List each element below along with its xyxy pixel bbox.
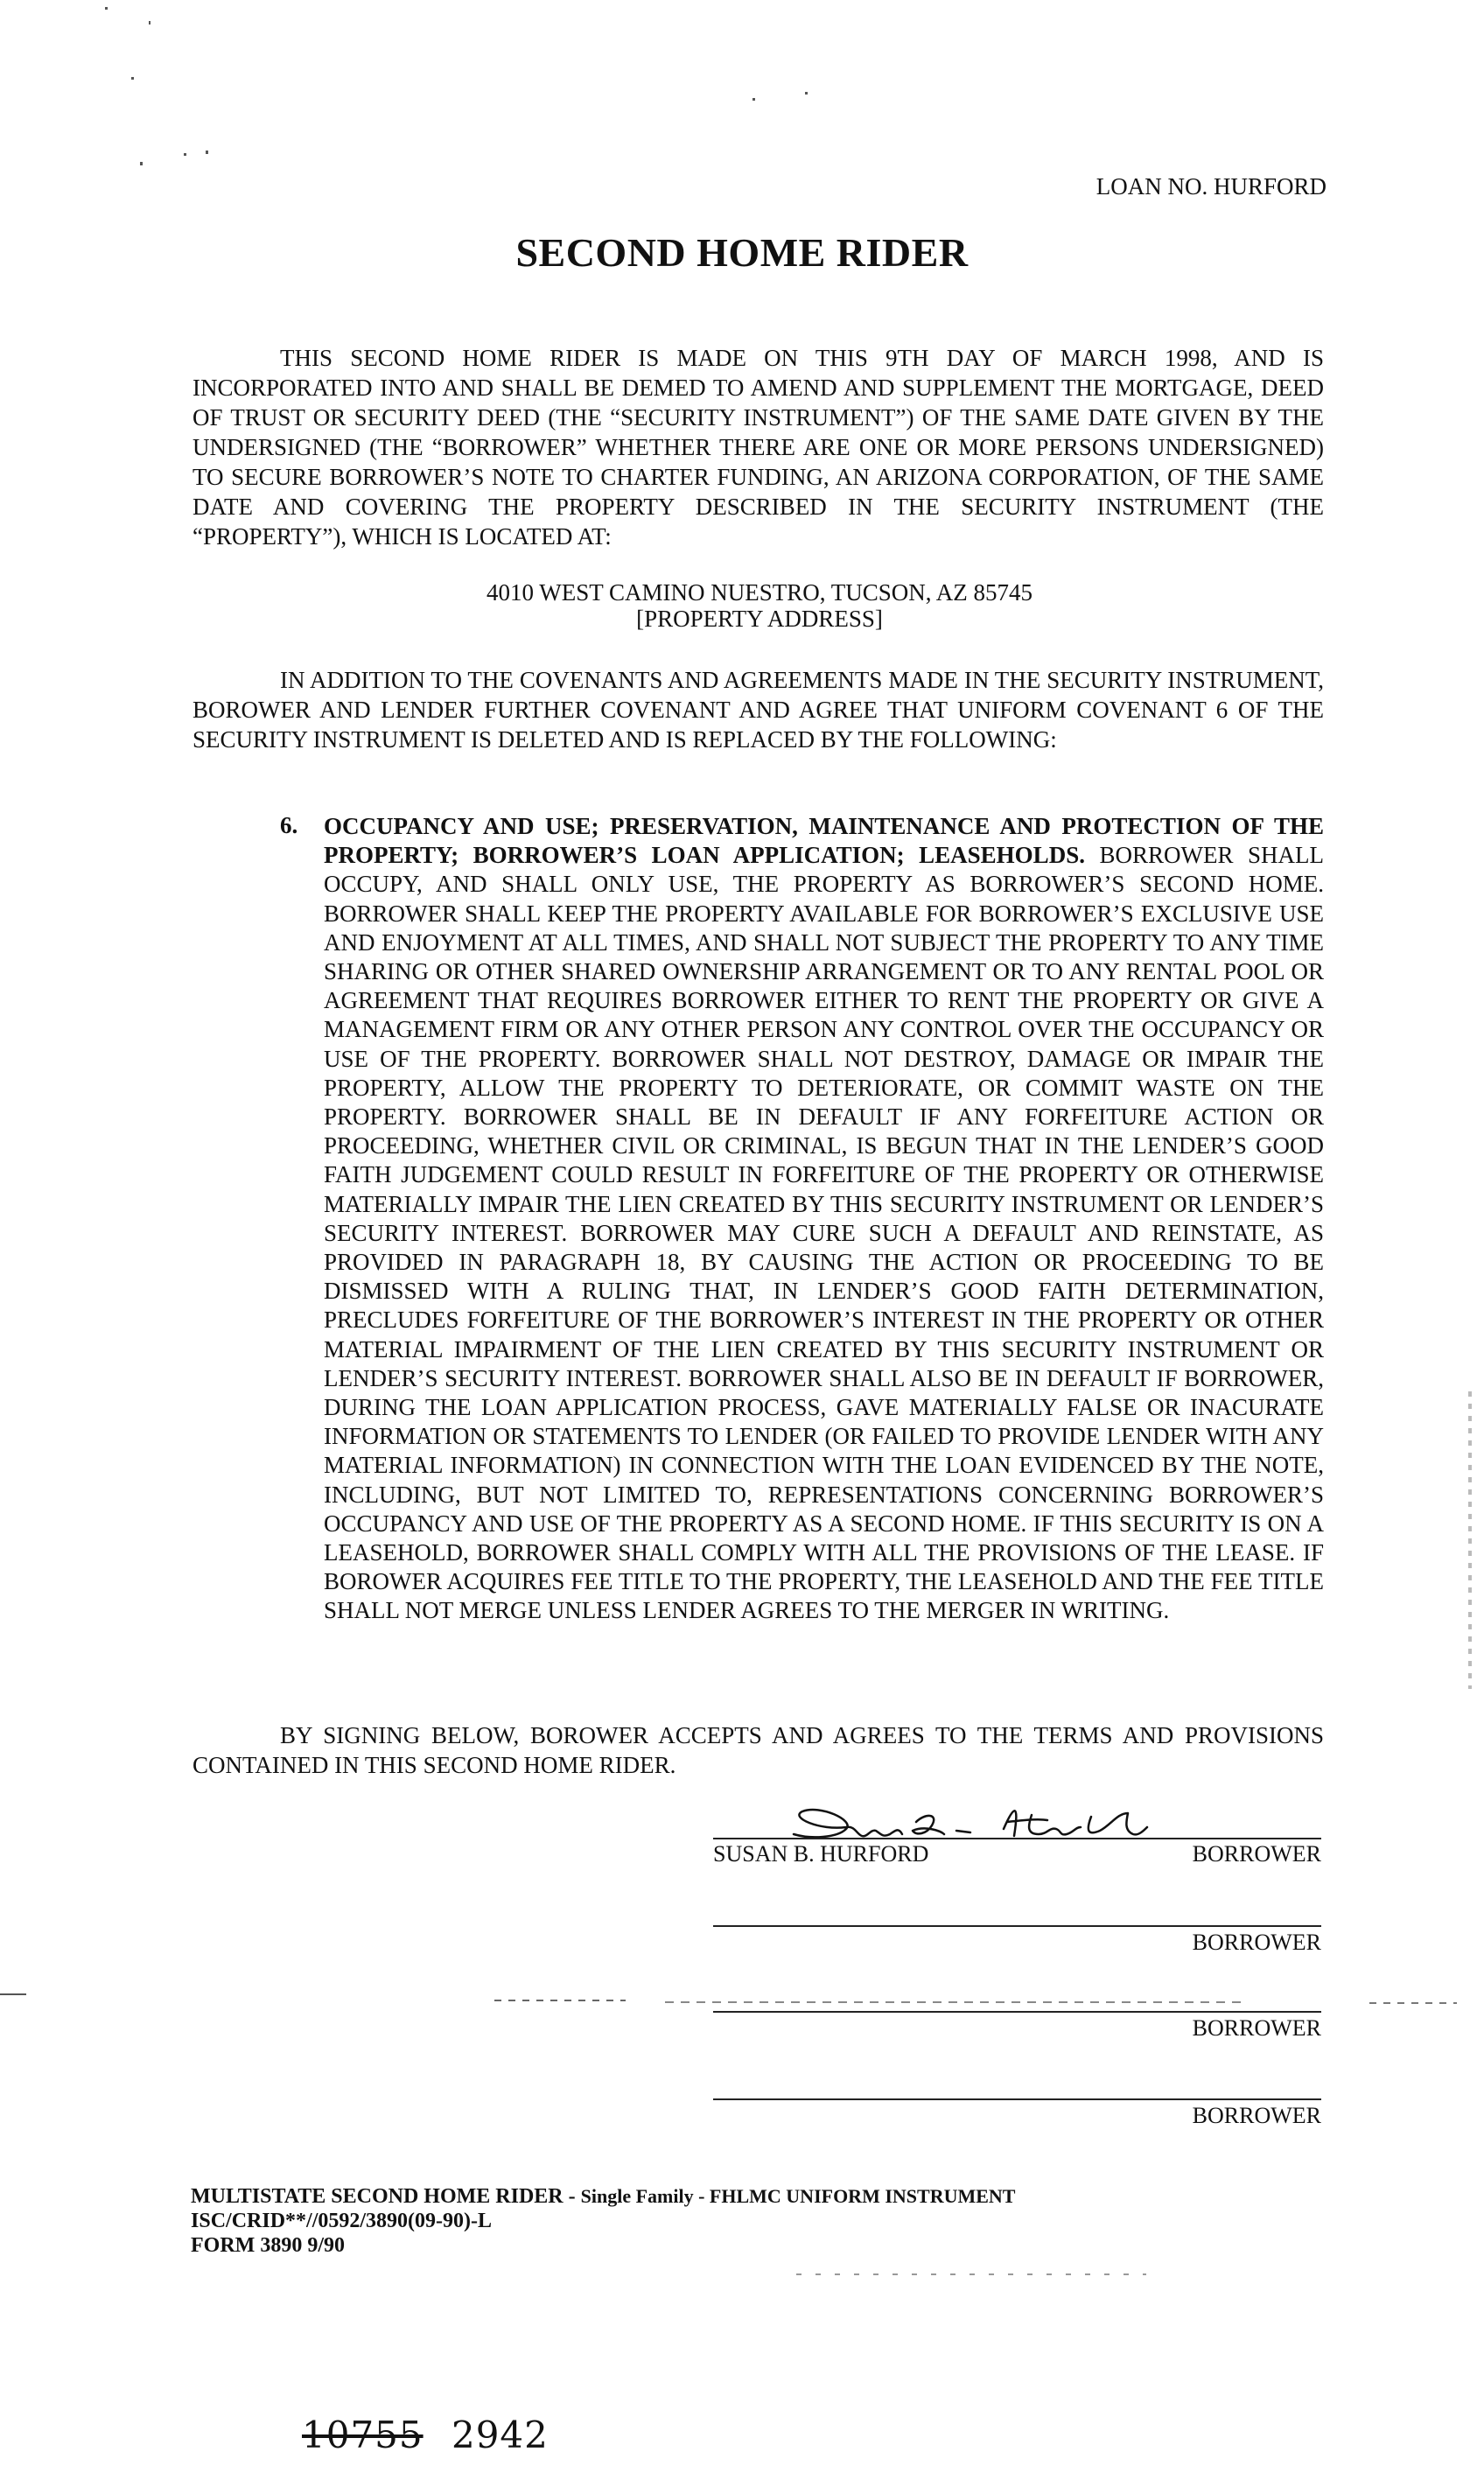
form-number: FORM 3890 9/90 [191, 2234, 345, 2257]
document-title: SECOND HOME RIDER [515, 230, 969, 275]
intro-text: THIS SECOND HOME RIDER IS MADE ON THIS 9TH DAY OF MARCH 1998, AND IS INCORPORATED INTO AND SHALL BE DEMED TO AMEND AND SUPPLEMENT THE MORTGAGE, DEED OF TRUST OR SECURITY DEED (THE “SECURITY INSTRUMENT”) OF THE SAME DATE GIVEN BY THE UNDERSIGNED (THE “BORROWER” WHETHER THERE ARE ONE OR MORE PERSONS UNDERSIGNED) TO SECURE BORROWER’S NOTE TO CHARTER FUNDING, AN ARIZONA CORPORATION, OF THE SAME DATE AND COVERING THE PROPERTY DESCRIBED IN THE SECURITY INSTRUMENT (THE “PROPERTY”), WHICH IS LOCATED AT: [192, 345, 1324, 550]
signer-role: BORROWER [1192, 2015, 1321, 2041]
covenant-text: IN ADDITION TO THE COVENANTS AND AGREEMENTS MADE IN THE SECURITY INSTRUMENT, BOROWER AND LENDER FURTHER COVENANT AND AGREE THAT UNIFORM COVENANT 6 OF THE SECURITY INSTRUMENT IS DELETED AND IS REPLACED BY THE FOLLOWING: [192, 667, 1324, 753]
form-title [191, 2184, 1015, 2209]
signer-role: BORROWER [1192, 2103, 1321, 2128]
signature-line [713, 1838, 1321, 1839]
loan-number: LOAN NO. HURFORD [1096, 173, 1326, 200]
item-6-heading: OCCUPANCY AND USE; PRESERVATION, MAINTENANCE AND PROTECTION OF THE PROPERTY; BORROWER’S LOAN APPLICATION; LEASEHOLDS. [324, 813, 1324, 869]
item-6-paragraph [324, 812, 1324, 1626]
signer-name: SUSAN B. HURFORD [713, 1841, 929, 1867]
item-number: 6. [280, 812, 298, 838]
scan-speck [206, 151, 208, 154]
scan-edge-mark [0, 1993, 26, 1995]
scan-speck [131, 77, 134, 80]
scan-speck [149, 21, 150, 25]
signing-paragraph [192, 1720, 1324, 1780]
scan-speck [184, 153, 186, 156]
signature-line [713, 2098, 1321, 2100]
scan-speck [805, 92, 808, 95]
signature-line [713, 1925, 1321, 1927]
scan-speck [752, 98, 755, 101]
item-6-body: BORROWER SHALL OCCUPY, AND SHALL ONLY USE, THE PROPERTY AS BORROWER’S SECOND HOME. BORROWER SHALL KEEP THE PROPERTY AVAILABLE FOR BORROWER’S EXCLUSIVE USE AND ENJOYMENT AT ALL TIMES, AND SHALL NOT SUBJECT THE PROPERTY TO ANY TIME SHARING OR OTHER SHARED OWNERSHIP ARRANGEMENT OR TO ANY RENTAL POOL OR AGREEMENT THAT REQUIRES BORROWER EITHER TO RENT THE PROPERTY OR GIVE A MANAGEMENT FIRM OR ANY OTHER PERSON ANY CONTROL OVER THE OCCUPANCY OR USE OF THE PROPERTY. BORROWER SHALL NOT DESTROY, DAMAGE OR IMPAIR THE PROPERTY, ALLOW THE PROPERTY TO DETERIORATE, OR COMMIT WASTE ON THE PROPERTY. BORROWER SHALL BE IN DEFAULT IF ANY FORFEITURE ACTION OR PROCEEDING, WHETHER CIVIL OR CRIMINAL, IS BEGUN THAT IN THE LENDER’S GOOD FAITH JUDGEMENT COULD RESULT IN FORFEITURE OF THE PROPERTY OR OTHERWISE MATERIALLY IMPAIR THE LIEN CREATED BY THIS SECURITY INSTRUMENT OR LENDER’S SECURITY INTEREST. BORROWER MAY CURE SUCH A DEFAULT AND REINSTATE, AS PROVIDED IN PARAGRAPH 18, BY CAUSING THE ACTION OR PROCEEDING TO BE DISMISSED WITH A RULING THAT, IN LENDER’S GOOD FAITH DETERMINATION, PRECLUDES FORFEITURE OF THE BORROWER’S INTEREST IN THE PROPERTY OR OTHER MATERIAL IMPAIRMENT OF THE LIEN CREATED BY THIS SECURITY INSTRUMENT OR LENDER’S SECURITY INTEREST. BORROWER SHALL ALSO BE IN DEFAULT IF BORROWER, DURING THE LOAN APPLICATION PROCESS, GAVE MATERIALLY FALSE OR INACURATE INFORMATION OR STATEMENTS TO LENDER (OR FAILED TO PROVIDE LENDER WITH ANY MATERIAL INFORMATION) IN CONNECTION WITH THE LOAN EVIDENCED BY THE NOTE, INCLUDING, BUT NOT LIMITED TO, REPRESENTATIONS CONCERNING BORROWER’S OCCUPANCY AND USE OF THE PROPERTY AS A SECOND HOME. IF THIS SECURITY IS ON A LEASEHOLD, BORROWER SHALL COMPLY WITH ALL THE PROVISIONS OF THE LEASE. IF BOROWER ACQUIRES FEE TITLE TO THE PROPERTY, THE LEASEHOLD AND THE FEE TITLE SHALL NOT MERGE UNLESS LENDER AGREES TO THE MERGER IN WRITING. [324, 842, 1324, 1624]
signer-role: BORROWER [1192, 1930, 1321, 1955]
property-address-label: [PROPERTY ADDRESS] [636, 606, 883, 632]
stamp-number: 2942 [451, 2413, 549, 2456]
scan-dash-line [1369, 2002, 1457, 2004]
form-title-rest: Single Family - FHLMC UNIFORM INSTRUMENT [580, 2185, 1016, 2207]
signer-role: BORROWER [1192, 1841, 1321, 1867]
signing-text: BY SIGNING BELOW, BOROWER ACCEPTS AND AGREES TO THE TERMS AND PROVISIONS CONTAINED IN THIS SECOND HOME RIDER. [192, 1722, 1324, 1778]
scan-speck [140, 162, 143, 165]
scan-dash-line [494, 2000, 626, 2001]
stamp-struck-number: 10755 [302, 2413, 424, 2456]
intro-paragraph [192, 343, 1324, 551]
page-stamp [302, 2413, 549, 2456]
form-footer [191, 2184, 1015, 2258]
covenant-paragraph [192, 665, 1324, 754]
signature-line [713, 2011, 1321, 2013]
form-code: ISC/CRID**//0592/3890(09-90)-L [191, 2210, 493, 2232]
scan-speck [105, 7, 108, 10]
scan-dash-line [796, 2273, 1146, 2275]
scan-edge-marks [1468, 1391, 1472, 1689]
property-address-block [0, 579, 1484, 632]
scan-dash-line [665, 2001, 1242, 2003]
form-title-bold: MULTISTATE SECOND HOME RIDER - [191, 2185, 581, 2208]
property-address: 4010 WEST CAMINO NUESTRO, TUCSON, AZ 85745 [486, 579, 1033, 606]
